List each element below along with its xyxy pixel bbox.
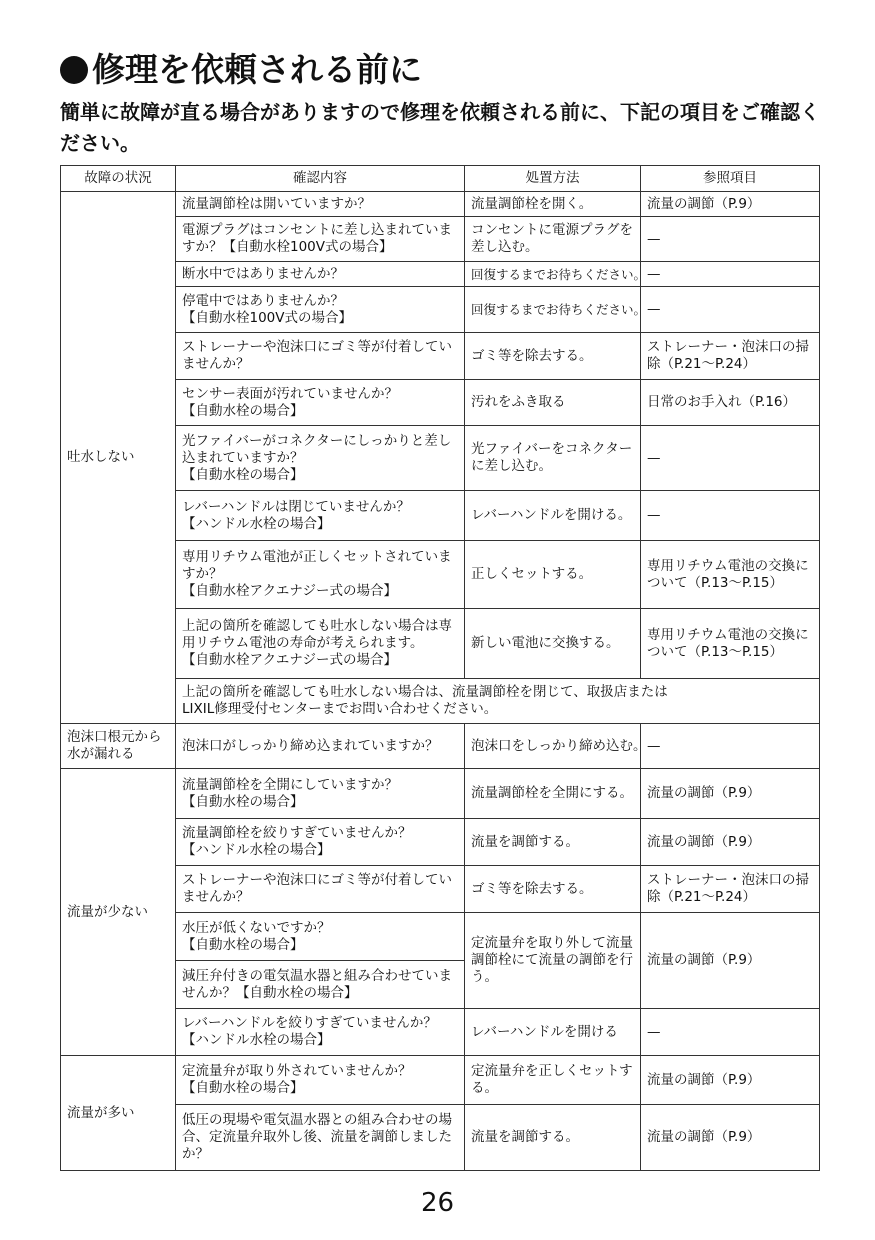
symptom-cell: 流量が少ない [61, 769, 176, 1056]
reference-cell: — [641, 217, 820, 262]
check-cell: レバーハンドルを絞りすぎていませんか？ 【ハンドル水栓の場合】 [176, 1009, 465, 1056]
action-cell: ゴミ等を除去する。 [465, 333, 641, 380]
reference-cell: — [641, 426, 820, 491]
check-cell: レバーハンドルは閉じていませんか？ 【ハンドル水栓の場合】 [176, 491, 465, 541]
check-cell: 流量調節栓を全開にしていますか？ 【自動水栓の場合】 [176, 769, 465, 819]
check-cell: 泡沫口がしっかり締め込まれていますか？ [176, 724, 465, 769]
header-symptom: 故障の状況 [61, 166, 176, 192]
reference-cell: — [641, 287, 820, 333]
check-cell: 流量調節栓を絞りすぎていませんか？ 【ハンドル水栓の場合】 [176, 819, 465, 866]
reference-cell: 流量の調節（P.9） [641, 913, 820, 1009]
action-cell: ゴミ等を除去する。 [465, 866, 641, 913]
reference-cell: — [641, 491, 820, 541]
check-cell: 光ファイバーがコネクターにしっかりと差し込まれていますか？ 【自動水栓の場合】 [176, 426, 465, 491]
table-row [61, 769, 820, 819]
reference-cell: 専用リチウム電池の交換について（P.13〜P.15） [641, 609, 820, 679]
reference-cell: 専用リチウム電池の交換について（P.13〜P.15） [641, 541, 820, 609]
check-cell: ストレーナーや泡沫口にゴミ等が付着していませんか？ [176, 866, 465, 913]
symptom-cell: 流量が多い [61, 1056, 176, 1171]
action-cell: 泡沫口をしっかり締め込む。 [465, 724, 641, 769]
header-reference: 参照項目 [641, 166, 820, 192]
action-cell: 定流量弁を正しくセットする。 [465, 1056, 641, 1105]
reference-cell: 流量の調節（P.9） [641, 1056, 820, 1105]
check-cell: ストレーナーや泡沫口にゴミ等が付着していませんか？ [176, 333, 465, 380]
reference-cell: 日常のお手入れ（P.16） [641, 380, 820, 426]
action-cell: 汚れをふき取る [465, 380, 641, 426]
reference-cell: — [641, 1009, 820, 1056]
table-header-row [61, 166, 820, 192]
action-cell: 流量を調節する。 [465, 819, 641, 866]
symptom-cell: 泡沫口根元から水が漏れる [61, 724, 176, 769]
action-cell: レバーハンドルを開ける。 [465, 491, 641, 541]
check-cell: 断水中ではありませんか？ [176, 262, 465, 287]
action-cell: レバーハンドルを開ける [465, 1009, 641, 1056]
reference-cell: ストレーナー・泡沫口の掃除（P.21〜P.24） [641, 333, 820, 380]
reference-cell: ストレーナー・泡沫口の掃除（P.21〜P.24） [641, 866, 820, 913]
check-cell: 低圧の現場や電気温水器との組み合わせの場合、定流量弁取外し後、流量を調節しましたか？ [176, 1105, 465, 1171]
check-cell: 流量調節栓は開いていますか？ [176, 192, 465, 217]
header-action: 処置方法 [465, 166, 641, 192]
check-cell: 電源プラグはコンセントに差し込まれていますか？【自動水栓100V式の場合】 [176, 217, 465, 262]
reference-cell: 流量の調節（P.9） [641, 192, 820, 217]
page-title-text: 修理を依頼される前に [92, 50, 422, 89]
troubleshooting-table [60, 165, 820, 1171]
table-row [61, 1056, 820, 1105]
header-check: 確認内容 [176, 166, 465, 192]
check-cell: 専用リチウム電池が正しくセットされていますか？ 【自動水栓アクエナジー式の場合】 [176, 541, 465, 609]
table-row [61, 192, 820, 217]
check-cell: 停電中ではありませんか？ 【自動水栓100V式の場合】 [176, 287, 465, 333]
action-cell: 新しい電池に交換する。 [465, 609, 641, 679]
reference-cell: — [641, 724, 820, 769]
action-cell: 流量調節栓を開く。 [465, 192, 641, 217]
note-cell: 上記の箇所を確認しても吐水しない場合は、流量調節栓を閉じて、取扱店または LIXIL修理受付センターまでお問い合わせください。 [176, 679, 820, 724]
action-cell: 回復するまでお待ちください。 [465, 262, 641, 287]
reference-cell: 流量の調節（P.9） [641, 819, 820, 866]
bullet-icon [60, 56, 88, 84]
page-title [60, 44, 422, 91]
reference-cell: — [641, 262, 820, 287]
reference-cell: 流量の調節（P.9） [641, 769, 820, 819]
check-cell: 上記の箇所を確認しても吐水しない場合は専用リチウム電池の寿命が考えられます。 【自動水栓アクエナジー式の場合】 [176, 609, 465, 679]
check-cell: 水圧が低くないですか？ 【自動水栓の場合】 [176, 913, 465, 961]
check-cell: センサー表面が汚れていませんか？ 【自動水栓の場合】 [176, 380, 465, 426]
check-cell: 定流量弁が取り外されていませんか？ 【自動水栓の場合】 [176, 1056, 465, 1105]
action-cell: 流量調節栓を全開にする。 [465, 769, 641, 819]
check-cell: 減圧弁付きの電気温水器と組み合わせていませんか？【自動水栓の場合】 [176, 961, 465, 1009]
action-cell: 光ファイバーをコネクターに差し込む。 [465, 426, 641, 491]
action-cell: 正しくセットする。 [465, 541, 641, 609]
page-number: 26 [420, 1188, 455, 1218]
table-row [61, 724, 820, 769]
action-cell: 流量を調節する。 [465, 1105, 641, 1171]
reference-cell: 流量の調節（P.9） [641, 1105, 820, 1171]
action-cell: コンセントに電源プラグを差し込む。 [465, 217, 641, 262]
action-cell: 定流量弁を取り外して流量調節栓にて流量の調節を行う。 [465, 913, 641, 1009]
symptom-cell: 吐水しない [61, 192, 176, 724]
action-cell: 回復するまでお待ちください。 [465, 287, 641, 333]
intro-text: 簡単に故障が直る場合がありますので修理を依頼される前に、下記の項目をご確認ください。 [60, 100, 820, 155]
